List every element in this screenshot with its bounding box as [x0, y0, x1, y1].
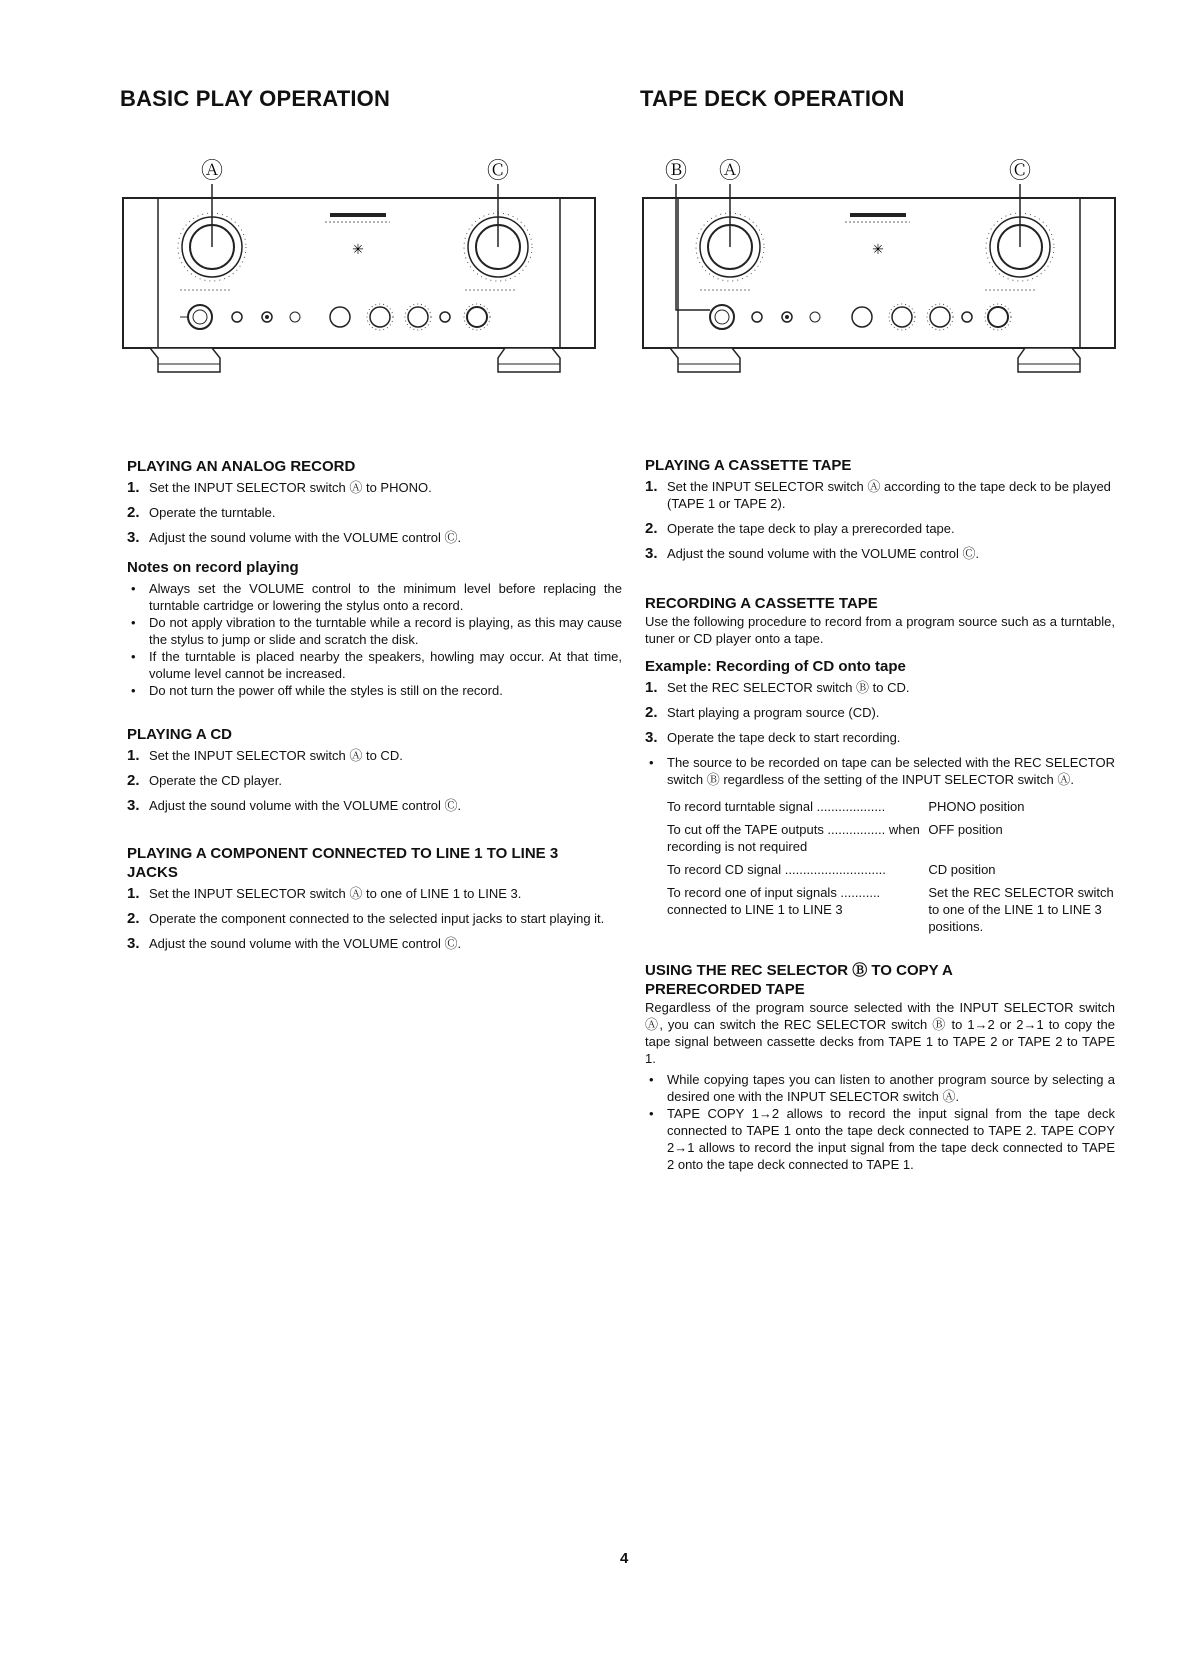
step-item: 3. Adjust the sound volume with the VOLUME control Ⓒ.: [645, 545, 980, 562]
step-item: 2. Start playing a program source (CD).: [645, 704, 880, 721]
step-item: 2. Operate the turntable.: [127, 504, 276, 521]
right-page-title: TAPE DECK OPERATION: [640, 86, 905, 111]
copy-note: • While copying tapes you can listen to another program source by selecting a desired one with the INPUT SELECTOR switch Ⓐ.: [645, 1071, 1115, 1105]
table-row: To record one of input signals ........... connected to LINE 1 to LINE 3 Set the REC SELECTOR switch to one of the LINE 1 to LINE 3 positions.: [667, 885, 1114, 934]
callout-a-label: Ⓐ: [200, 158, 224, 183]
page-number: 4: [620, 1550, 629, 1567]
callout-c-label: Ⓒ: [486, 158, 510, 183]
section-title-line-inputs: PLAYING A COMPONENT CONNECTED TO LINE 1 TO LINE 3 JACKS: [127, 845, 559, 881]
table-row: To record turntable signal ................... PHONO position: [667, 799, 1025, 814]
callout-a-label: Ⓐ: [718, 158, 742, 183]
svg-text:✳: ✳: [352, 241, 364, 257]
notes-title: Notes on record playing: [127, 559, 299, 576]
amplifier-front-panel-diagram-right: [640, 150, 1120, 385]
note-item: • Do not turn the power off while the styles is still on the record.: [127, 682, 622, 699]
note-item: • Always set the VOLUME control to the minimum level before replacing the turntable cartridge or lowering the stylus onto a record.: [127, 580, 622, 614]
callout-c-label: Ⓒ: [1008, 158, 1032, 183]
right-column: [645, 456, 1115, 1173]
copy-intro: Regardless of the program source selected with the INPUT SELECTOR switch Ⓐ, you can switch the REC SELECTOR switch Ⓑ to 1→2 or 2→1 to copy the tape signal between cassette decks from TAPE 1 to TAPE 2 or TAPE 2 to TAPE 1.: [645, 1000, 1115, 1066]
step-item: 1. Set the INPUT SELECTOR switch Ⓐ to one of LINE 1 to LINE 3.: [127, 885, 522, 902]
step-item: 3. Adjust the sound volume with the VOLUME control Ⓒ.: [127, 935, 462, 952]
step-item: 1. Set the INPUT SELECTOR switch Ⓐ according to the tape deck to be played (TAPE 1 or TAPE 2).: [645, 478, 1111, 511]
step-item: 2. Operate the component connected to the selected input jacks to start playing it.: [127, 910, 605, 927]
svg-text:✳: ✳: [872, 241, 884, 257]
section-title-playing-cd: PLAYING A CD: [127, 726, 233, 743]
table-row: To cut off the TAPE outputs ................ when recording is not required OFF position: [667, 822, 1003, 854]
section-title-copy-tape: USING THE REC SELECTOR Ⓑ TO COPY A PRERECORDED TAPE: [645, 962, 953, 998]
step-item: 3. Operate the tape deck to start recording.: [645, 729, 901, 746]
recording-note: • The source to be recorded on tape can be selected with the REC SELECTOR switch Ⓑ regardless of the setting of the INPUT SELECTOR switch Ⓐ.: [645, 754, 1115, 788]
copy-note: • TAPE COPY 1→2 allows to record the input signal from the tape deck connected to TAPE 1 onto the tape deck connected to TAPE 2. TAPE COPY 2→1 allows to record the input signal from the tape deck connected to TAPE 2 onto the tape deck connected to TAPE 1.: [645, 1105, 1115, 1173]
example-title: Example: Recording of CD onto tape: [645, 658, 906, 675]
step-item: 1. Set the INPUT SELECTOR switch Ⓐ to CD.: [127, 747, 403, 764]
step-item: 2. Operate the CD player.: [127, 772, 282, 789]
table-row: To record CD signal ............................ CD position: [667, 862, 996, 877]
section-title-playing-cassette: PLAYING A CASSETTE TAPE: [645, 457, 852, 474]
note-item: • If the turntable is placed nearby the speakers, howling may occur. At that time, volume level cannot be increased.: [127, 648, 622, 682]
rec-selector-table: [645, 798, 1115, 935]
note-item: • Do not apply vibration to the turntable while a record is playing, as this may cause the stylus to jump or slide and scratch the disk.: [127, 614, 622, 648]
step-item: 3. Adjust the sound volume with the VOLUME control Ⓒ.: [127, 529, 462, 546]
recording-intro: Use the following procedure to record from a program source such as a turntable, tuner or CD player onto a tape.: [645, 614, 1115, 646]
step-item: 1. Set the INPUT SELECTOR switch Ⓐ to PHONO.: [127, 479, 432, 496]
left-page-title: BASIC PLAY OPERATION: [120, 86, 391, 111]
section-title-recording-cassette: RECORDING A CASSETTE TAPE: [645, 595, 878, 612]
left-column: [127, 457, 622, 960]
step-item: 3. Adjust the sound volume with the VOLUME control Ⓒ.: [127, 797, 462, 814]
section-title-analog-record: PLAYING AN ANALOG RECORD: [127, 458, 356, 475]
callout-b-label: Ⓑ: [664, 158, 688, 183]
step-item: 2. Operate the tape deck to play a prerecorded tape.: [645, 520, 955, 537]
amplifier-front-panel-diagram-left: [120, 150, 600, 385]
step-item: 1. Set the REC SELECTOR switch Ⓑ to CD.: [645, 679, 910, 696]
